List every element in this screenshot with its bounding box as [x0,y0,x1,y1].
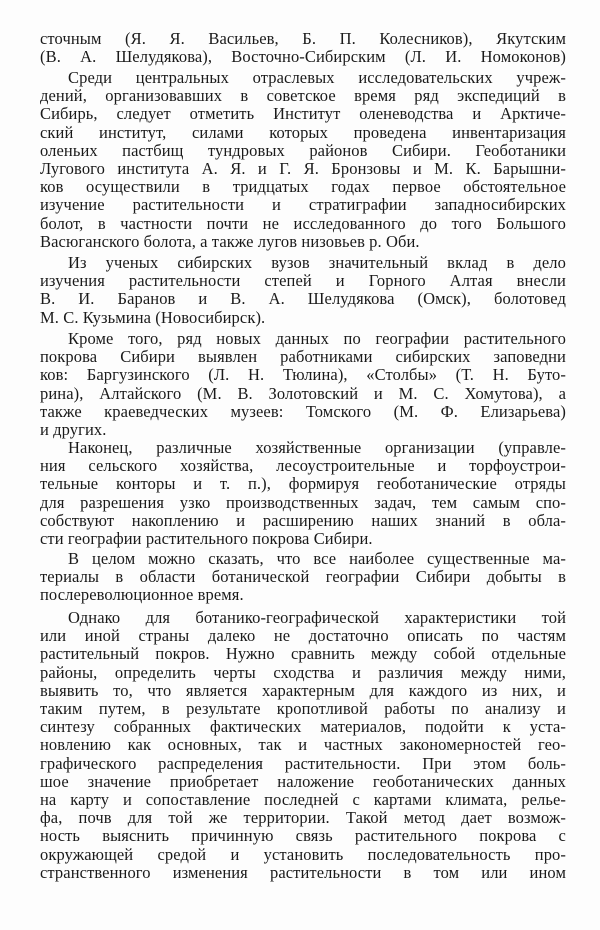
text-line: странственного изменения растительности в том или ином [40,862,566,882]
text-line: послереволюционное время. [40,585,244,605]
text-line: рина), Алтайского (М. В. Золотовский и М. С. Хомутова), а [40,383,566,403]
text-line: выявить то, что является характерным для каждого из них, и [40,680,566,700]
text-line: Васюганского болота, а также лугов низовьев р. Оби. [40,231,420,251]
text-line: покрова Сибири выявлен работниками сибирских заповедни [40,347,566,367]
text-line: графического распределения растительности. При этом боль- [40,753,566,773]
text-line: собствуют накоплению и расширению наших знаний в обла- [40,510,566,530]
text-line: В целом можно сказать, что все наиболее существенные ма- [68,549,566,568]
text-line: ность выяснить причинную связь растительного покрова с [40,826,566,846]
text-line: сти географии растительного покрова Сибири. [40,529,373,548]
text-line: оленьих пастбищ тундровых районов Сибири. Геоботаники [40,140,566,160]
text-line: также краеведческих музеев: Томского (М. Ф. Елизарьева) [40,401,566,421]
text-line: изучения растительности степей и Горного Алтая внесли [40,271,566,291]
text-line: М. С. Кузьмина (Новосибирск). [40,307,266,327]
text-line: Наконец, различные хозяйственные организации (управле- [68,438,566,457]
text-line: болот, в частности почти не исследованного до того Большого [40,213,566,233]
text-line: Однако для ботанико-географической характеристики той [68,608,566,627]
text-line: фа, почв для той же территории. Такой метод дает возмож- [40,808,566,828]
text-line: Лугового института А. Я. и Г. Я. Бронзовы и М. К. Барышни- [40,159,566,178]
text-line: районы, определить черты сходства и различия между ними, [40,662,566,682]
text-line: ния сельского хозяйства, лесоустроительные и торфоустрои- [40,456,566,476]
text-line: В. И. Баранов и В. А. Шелудякова (Омск), болотовед [40,289,566,309]
text-line: таким путем, в результате кропотливой работы по анализу и [40,699,566,718]
text-line: шое значение приобретает наложение геоботанических данных [40,771,566,791]
text-line: новлению как основных, так и частных закономерностей гео- [40,735,566,755]
text-line: Среди центральных отраслевых исследовательских учреж- [68,68,566,87]
text-line: на карту и сопоставление последней с картами климата, релье- [40,790,566,809]
text-line: и других. [40,420,107,439]
text-line: Сибирь, следует отметить Институт оленеводства и Арктиче- [40,104,566,124]
text-line: окружающей средой и установить последовательность про- [40,844,566,864]
text-line: ский институт, силами которых проведена инвентаризация [40,122,566,142]
text-line: тельные конторы и т. п.), формируя геоботанические отряды [40,474,566,494]
text-line: ков осуществили в тридцатых годах первое обстоятельное [40,177,566,197]
text-line: изучение растительности и стратиграфии западносибирских [40,195,566,215]
text-line: для разрешения узко производственных задач, тем самым спо- [40,492,566,512]
text-line: Кроме того, ряд новых данных по географии растительного [68,329,566,348]
text-line: Из ученых сибирских вузов значительный вклад в дело [68,253,566,272]
text-line: ков: Баргузинского (Л. Н. Тюлина), «Столбы» (Т. Н. Буто- [40,365,566,385]
text-line: сточным (Я. Я. Васильев, Б. П. Колесников), Якутским [40,29,566,48]
text-line: дений, организовавших в советское время ряд экспедиций в [40,86,566,106]
text-line: или иной страны далеко не достаточно описать по частям [40,626,566,646]
text-line: растительный покров. Нужно сравнить между собой отдельные [40,644,566,664]
text-line: синтезу собранных фактических материалов, подойти к уста- [40,717,566,737]
text-line: териалы в области ботанической географии Сибири добыты в [40,567,566,587]
text-line: (В. А. Шелудякова), Восточно-Сибирским (Л. И. Номоконов) [40,47,566,67]
